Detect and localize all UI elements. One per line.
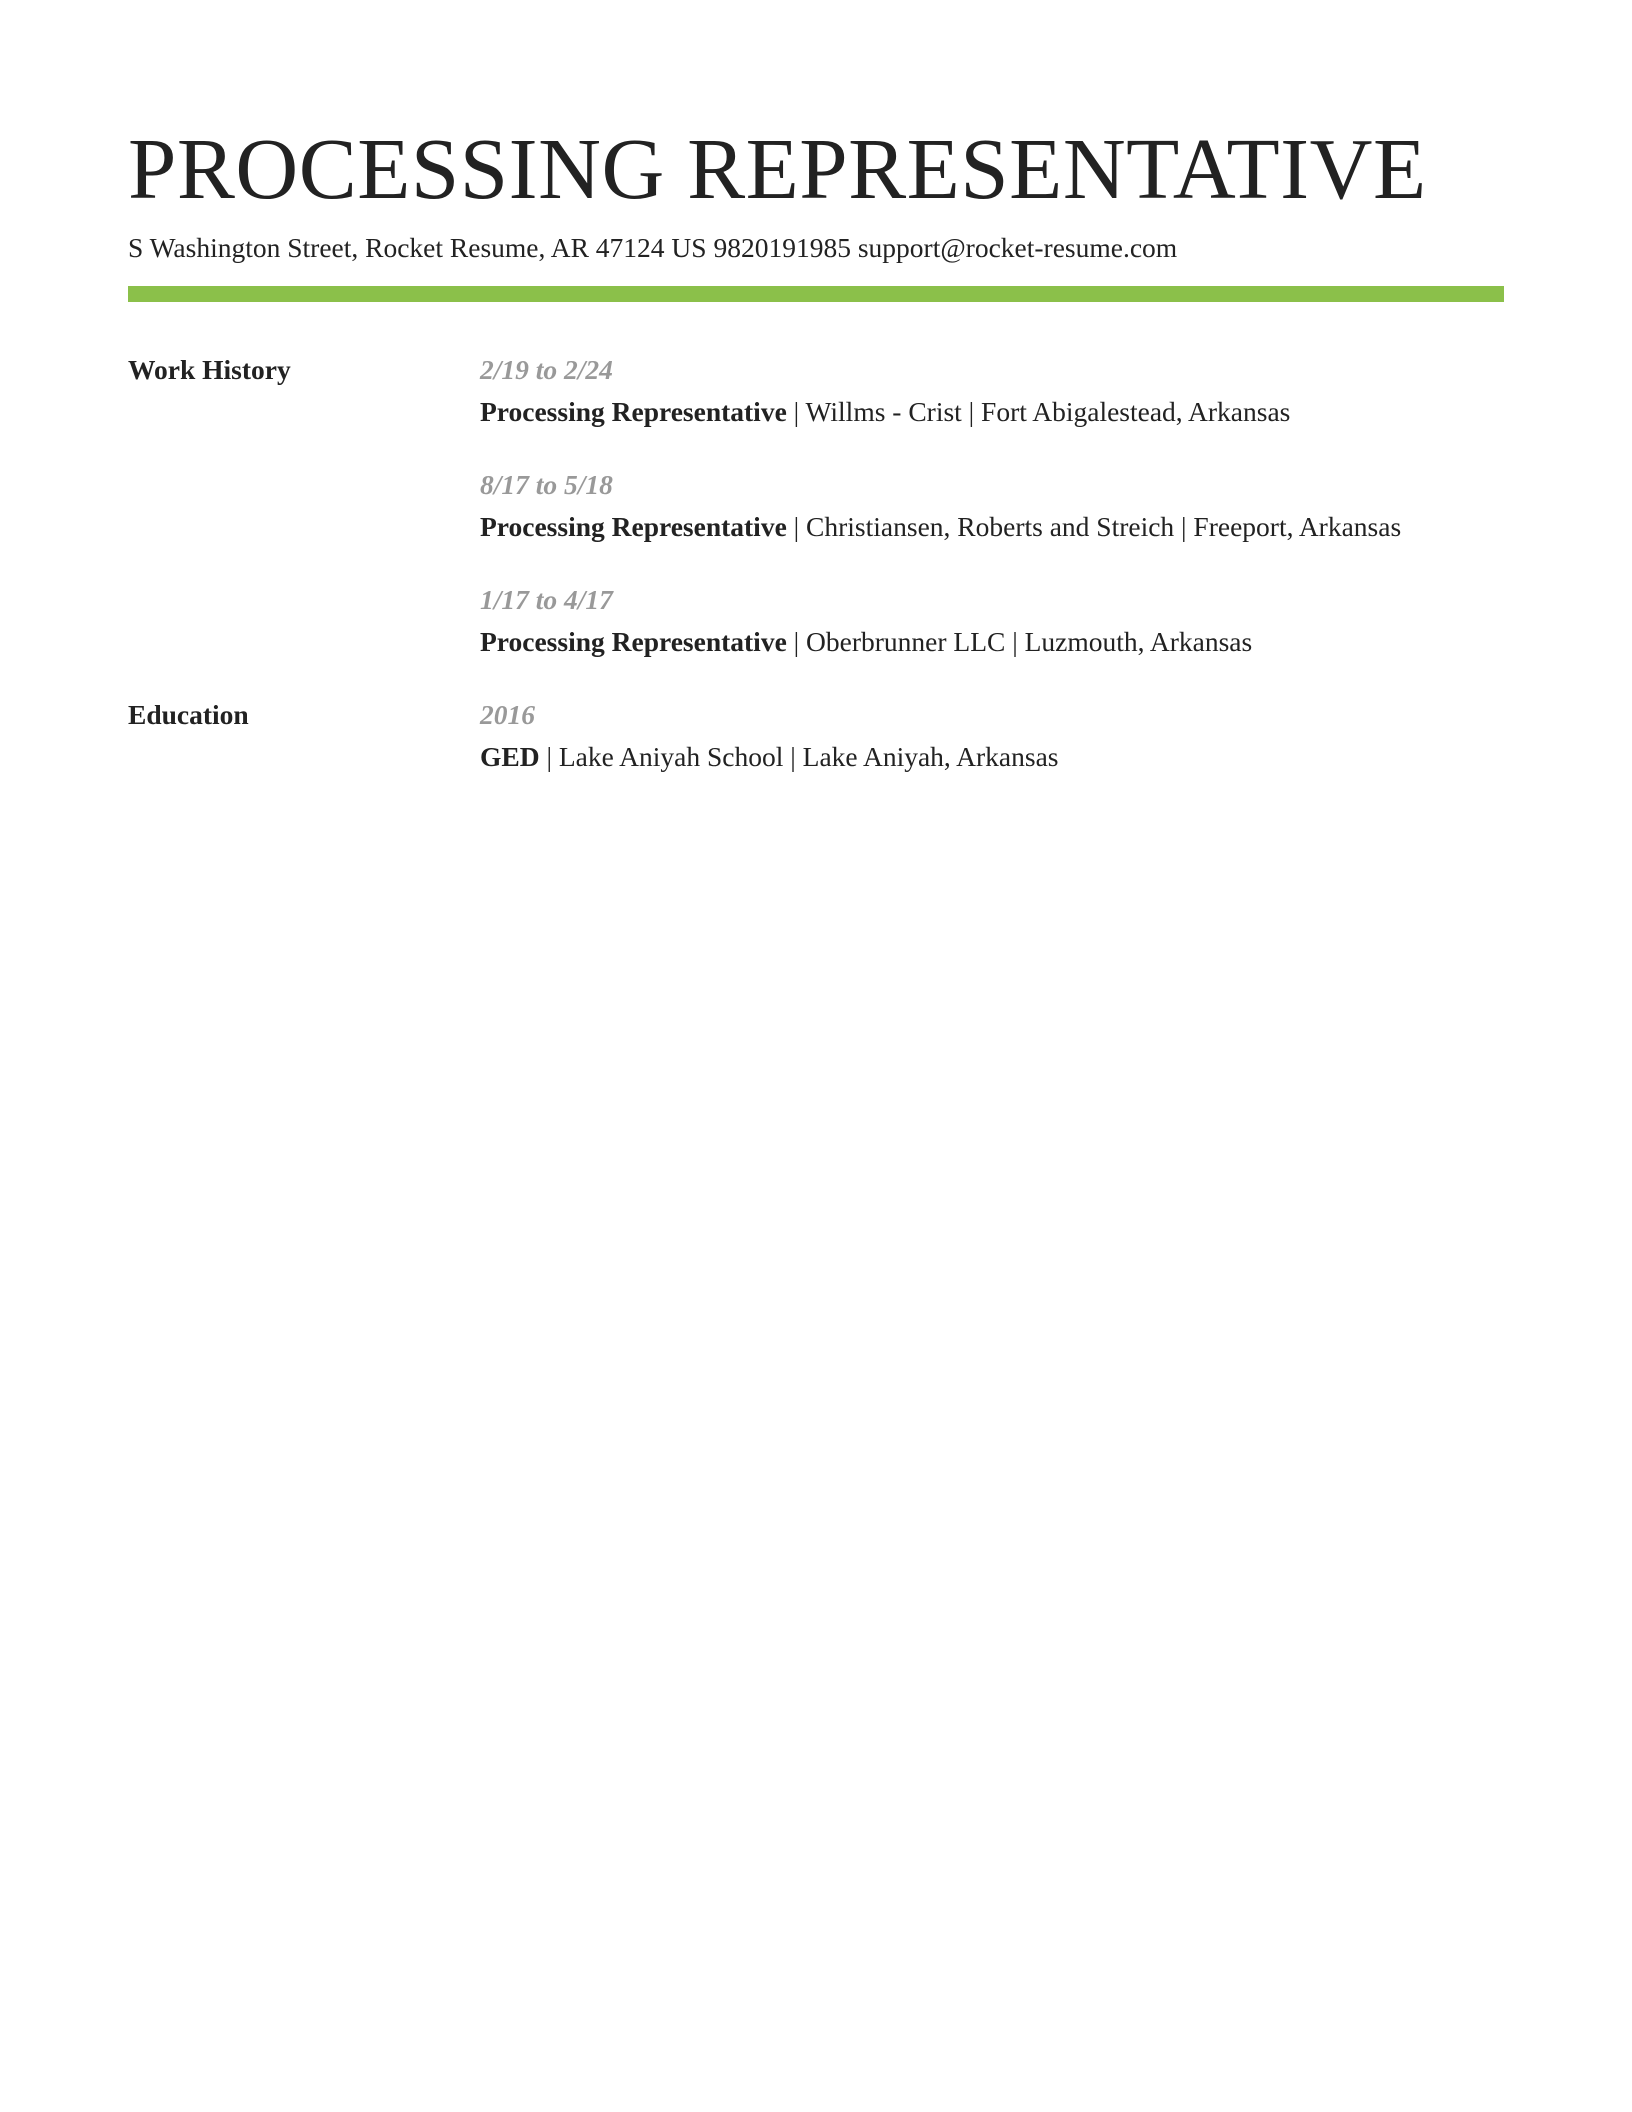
entry-date: 8/17 to 5/18 <box>480 469 613 500</box>
entry-employer-location: | Oberbrunner LLC | Luzmouth, Arkansas <box>786 626 1253 657</box>
entry-date: 1/17 to 4/17 <box>480 584 613 615</box>
section-heading-education: Education <box>128 699 249 730</box>
entry-school-location: | Lake Aniyah School | Lake Aniyah, Arkansas <box>539 741 1059 772</box>
entry-employer-location: | Willms - Crist | Fort Abigalestead, Arkansas <box>786 396 1291 427</box>
work-entry <box>480 353 1504 429</box>
work-entry <box>480 583 1504 659</box>
entry-date: 2016 <box>480 699 535 730</box>
contact-line: S Washington Street, Rocket Resume, AR 47124 US 9820191985 support@rocket-resume.com <box>128 232 1178 263</box>
entry-role: Processing Representative <box>480 396 787 427</box>
education-entry <box>480 698 1504 774</box>
entry-details <box>480 395 1504 429</box>
page-title: PROCESSING REPRESENTATIVE <box>128 120 1427 217</box>
entry-date: 2/19 to 2/24 <box>480 354 613 385</box>
entry-details <box>480 510 1504 544</box>
work-entry <box>480 468 1504 544</box>
section-heading-work-history: Work History <box>128 354 291 385</box>
accent-divider <box>128 286 1504 302</box>
entry-details <box>480 740 1504 774</box>
entry-degree: GED <box>480 741 540 772</box>
entry-details <box>480 625 1504 659</box>
entry-role: Processing Representative <box>480 626 787 657</box>
entry-role: Processing Representative <box>480 511 787 542</box>
entry-employer-location: | Christiansen, Roberts and Streich | Freeport, Arkansas <box>786 511 1402 542</box>
